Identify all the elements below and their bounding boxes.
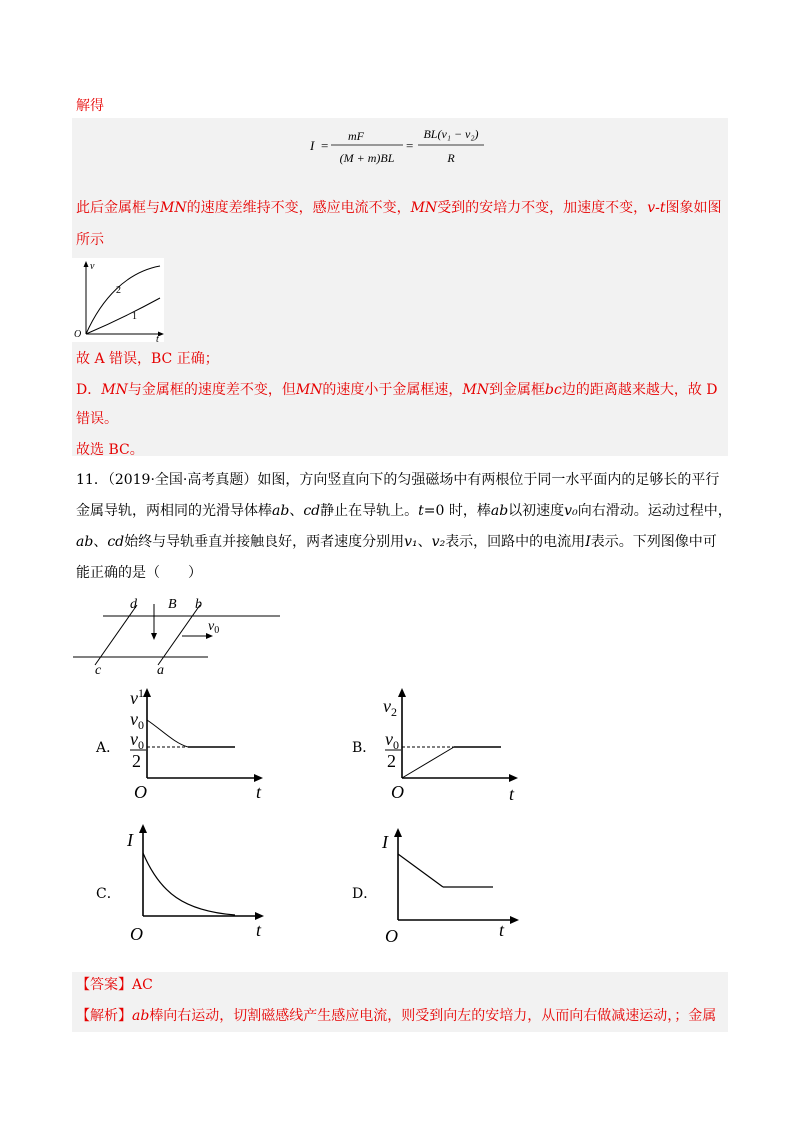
option-b-graph: [377, 688, 527, 802]
rail-label-b: b: [195, 597, 202, 612]
option-d-analysis-line1: D．MN与金属框的速度差不变，但MN的速度小于金属框速，MN到金属框bc边的距离越来越大，故 D: [76, 382, 718, 398]
question-11-line3: ab、cd始终与导轨垂直并接触良好，两者速度分别用v₁、v₂表示，回路中的电流用I表示。下列图像中可: [76, 534, 717, 550]
question-11-line2: 金属导轨，两相同的光滑导体棒ab、cd静止在导轨上。t=0 时，棒ab以初速度v₀向右滑动。运动过程中，: [76, 503, 732, 519]
formula-frac1-den: (M + m)BL: [339, 151, 395, 165]
question-11-line1: 11．（2019·全国·高考真题）如图，方向竖直向下的匀强磁场中有两根位于同一水平面内的足够长的平行: [76, 472, 720, 488]
answer-text: AC: [132, 977, 153, 993]
option-d-label: D．: [352, 886, 378, 902]
option-b-origin: O: [391, 782, 404, 802]
option-c-graph: [122, 818, 272, 942]
rail-label-v0: $v_0$: [208, 619, 220, 636]
jiede-label: 解得: [76, 98, 104, 114]
option-b-half-num: $v_0$: [385, 729, 399, 752]
option-c-x-axis: t: [256, 920, 262, 940]
option-b-y-axis: $v_2$: [383, 696, 397, 719]
formula-lhs: I: [310, 138, 315, 153]
option-d-y-axis: I: [382, 832, 388, 852]
rail-label-c: c: [95, 663, 102, 676]
option-d-analysis-line2: 错误。: [76, 411, 118, 427]
rail-label-a: a: [157, 663, 164, 676]
option-a-half-num: $v_0$: [130, 729, 144, 752]
solution-para1-line1: 此后金属框与MN的速度差维持不变，感应电流不变，MN受到的安培力不变，加速度不变，v-t图象如图: [76, 200, 722, 216]
option-a-graph: [122, 688, 272, 802]
option-d-origin: O: [385, 926, 398, 946]
option-d-graph: [377, 822, 527, 946]
option-a-origin: O: [134, 782, 147, 802]
option-c-y-axis: I: [127, 830, 133, 850]
option-d-x-axis: t: [499, 920, 505, 940]
rail-label-B: B: [168, 597, 177, 612]
vt-axis-t: t: [156, 334, 159, 342]
option-a-v0: $v_0$: [130, 709, 144, 732]
vt-curve-1-label: 1: [132, 311, 137, 322]
question-11-line4: 能正确的是（ ）: [76, 565, 202, 581]
formula-current: [300, 120, 500, 170]
option-a-label: A．: [96, 740, 121, 756]
vt-axis-v: v: [90, 261, 95, 272]
formula-eq1: =: [321, 138, 329, 153]
option-c-label: C．: [96, 886, 121, 902]
final-choice: 故选 BC。: [76, 442, 144, 458]
solution-para1-line2: 所示: [76, 232, 104, 248]
option-a-half-den: 2: [132, 751, 141, 771]
option-a-x-axis: t: [256, 782, 262, 802]
formula-frac2-num: BL(v₁ − v₂): [423, 127, 479, 141]
answer-line: [76, 975, 153, 995]
formula-frac1-num: mF: [348, 129, 364, 143]
vt-origin: O: [74, 329, 82, 340]
answer-tag: 【答案】: [76, 977, 132, 993]
option-b-label: B．: [352, 740, 377, 756]
formula-frac2-den: R: [447, 151, 455, 165]
vt-curve-2-label: 2: [116, 285, 121, 296]
rail-label-d: d: [130, 597, 137, 612]
option-b-half-den: 2: [387, 751, 396, 771]
conclusion-a-wrong: 故 A 错误，BC 正确；: [76, 351, 219, 367]
vt-graph-figure: [72, 258, 164, 342]
option-c-origin: O: [130, 924, 143, 942]
rail-figure: [70, 590, 290, 676]
formula-eq2: =: [406, 138, 414, 153]
option-b-x-axis: t: [509, 784, 515, 802]
analysis-line: 【解析】ab棒向右运动，切割磁感线产生感应电流，则受到向左的安培力，从而向右做减速运动，；金属: [76, 1008, 717, 1024]
analysis-tag: 【解析】: [76, 1008, 132, 1024]
option-a-y-axis: $v^1$: [130, 688, 144, 708]
